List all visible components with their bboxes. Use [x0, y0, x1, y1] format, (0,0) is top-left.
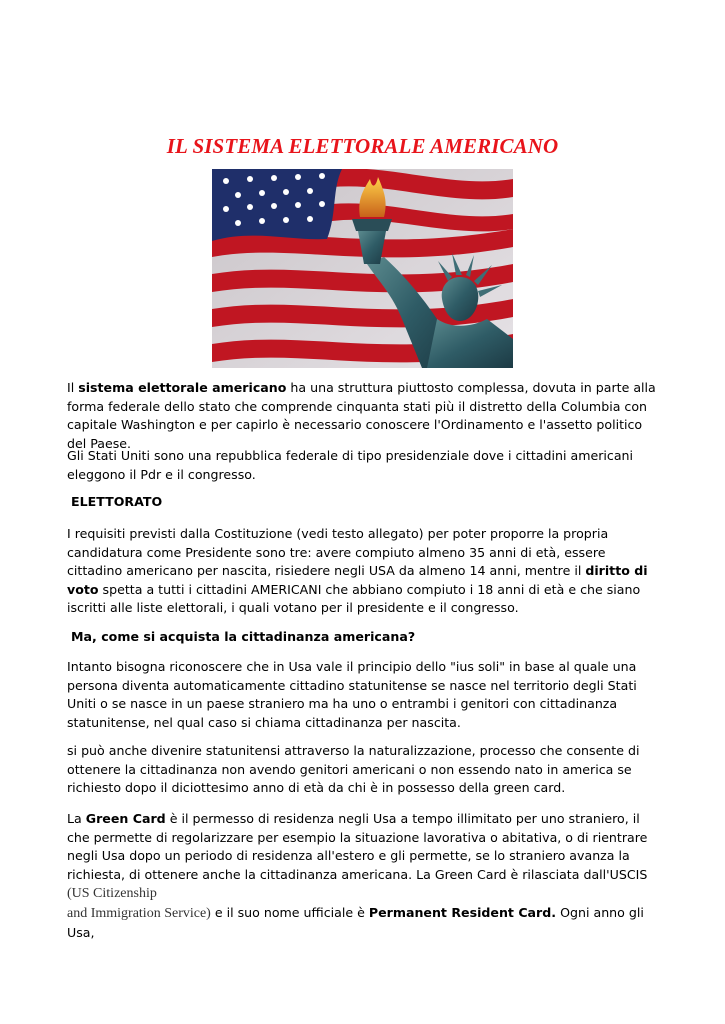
bold-text: Permanent Resident Card.: [368, 904, 557, 920]
text: Ogni anno gli Usa,: [67, 904, 644, 940]
paragraph-requirements: [67, 525, 663, 618]
paragraph-ius-soli: Intanto bisogna riconoscere che in Usa vale il principio dello "ius soli" in base al quale una persona diventa automaticamente cittadino statunitense se nasce nel territorio degli Stati Uniti o se nasce in un paese straniero ma ha uno o entrambi i genitori con cittadinanza statunitense, nel qual caso si chiama cittadinanza per nascita.: [67, 659, 637, 730]
document-title: IL SISTEMA ELETTORALE AMERICANO: [166, 134, 559, 158]
text: I requisiti previsti dalla Costituzione (vedi testo allegato) per poter proporre la propria candidatura come Presidente sono tre: avere compiuto almeno 35 anni di età, essere cittadino americano per nascita, risiedere negli USA da almeno 14 anni, mentre il: [67, 526, 609, 579]
bold-text: sistema elettorale americano: [78, 380, 287, 395]
text: La: [67, 811, 86, 826]
text: ha una struttura piuttosto complessa, dovuta in parte alla forma federale dello stato che comprende cinquanta stati più il distretto della Columbia con capitale Washington e per capirlo è necessario conoscere l'Ordinamento e l'assetto politico del Paese.: [67, 380, 656, 451]
paragraph-green-card: [67, 810, 663, 942]
bold-text: diritto di voto: [67, 563, 648, 597]
text: Il: [67, 380, 79, 395]
text: spetta a tutti i cittadini AMERICANI che abbiano compiuto i 18 anni di età e che siano iscritti alle liste elettorali, i quali votano per il presidente e il congresso.: [67, 581, 641, 616]
heading-citizenship: Ma, come si acquista la cittadinanza americana?: [71, 629, 416, 644]
us-flag-statue-of-liberty-icon: [212, 169, 513, 368]
paragraph-republic: Gli Stati Uniti sono una repubblica federale di tipo presidenziale dove i cittadini americani eleggono il Pdr e il congresso.: [67, 448, 634, 482]
text: e il suo nome ufficiale è: [210, 904, 369, 920]
paragraph-intro: [67, 379, 663, 453]
serif-text: (US Citizenship: [67, 886, 157, 902]
heading-elettorato: ELETTORATO: [71, 494, 163, 509]
serif-text: and Immigration Service): [67, 905, 211, 921]
flag-statue-image: [212, 169, 513, 368]
paragraph-naturalization: si può anche divenire statunitensi attraverso la naturalizzazione, processo che consente di ottenere la cittadinanza non avendo genitori americani o non essendo nato in america se richiesto dopo il diciottesimo anno di età da chi è in possesso della green card.: [67, 743, 640, 796]
bold-text: Green Card: [85, 811, 166, 826]
text: è il permesso di residenza negli Usa a tempo illimitato per uno straniero, il che permette di regolarizzare per esempio la situazione lavorativa o abitativa, o di rientrare negli Usa dopo un periodo di residenza all'estero e gli permette, se lo straniero avanza la richiesta, di ottenere anche la cittadinanza americana. La Green Card è rilasciata dall'USCIS: [67, 811, 648, 882]
